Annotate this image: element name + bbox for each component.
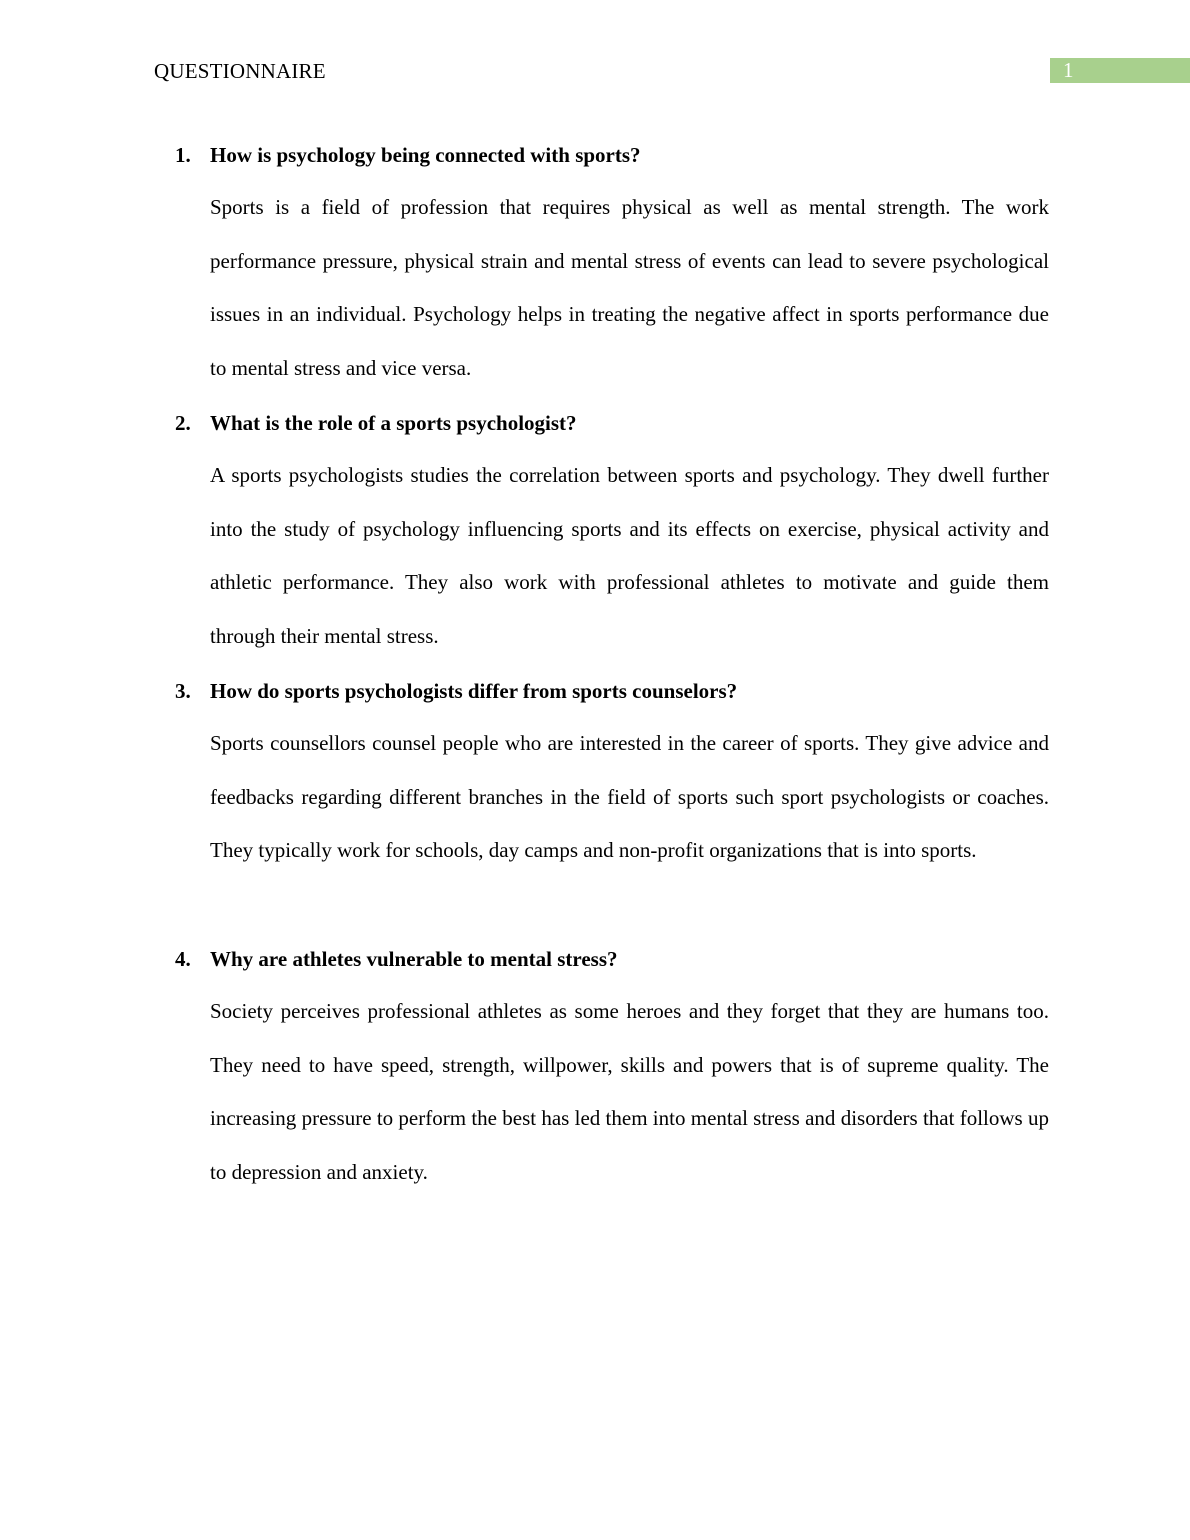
answer-paragraph: A sports psychologists studies the correlation between sports and psychology. They dwell further into the study of psychology influencing sports and its effects on exercise, physical activity and athletic performance. They also work with professional athletes to motivate and guide them through their mental stress. — [210, 463, 1049, 649]
page-number: 1 — [1063, 58, 1074, 82]
question-heading: How is psychology being connected with sports? — [210, 143, 641, 167]
question-heading: Why are athletes vulnerable to mental stress? — [210, 947, 618, 971]
question-number: 1. — [175, 143, 191, 167]
answer-paragraph: Society perceives professional athletes as some heroes and they forget that they are humans too. They need to have speed, strength, willpower, skills and powers that is of supreme quality. The increasing pressure to perform the best has led them into mental stress and disorders that follows up to depression and anxiety. — [210, 999, 1049, 1185]
answer-paragraph: Sports counsellors counsel people who are interested in the career of sports. They give advice and feedbacks regarding different branches in the field of sports such sport psychologists or coaches. They typically work for schools, day camps and non-profit organizations that is into sports. — [210, 731, 1049, 863]
header-title: QUESTIONNAIRE — [154, 59, 326, 83]
question-number: 4. — [175, 947, 191, 971]
question-number: 3. — [175, 679, 191, 703]
question-heading: What is the role of a sports psychologist? — [210, 411, 577, 435]
question-heading: How do sports psychologists differ from sports counselors? — [210, 679, 738, 703]
question-number: 2. — [175, 411, 191, 435]
page-number-badge — [1050, 58, 1190, 83]
answer-paragraph: Sports is a field of profession that requires physical as well as mental strength. The work performance pressure, physical strain and mental stress of events can lead to severe psychological issues in an individual. Psychology helps in treating the negative affect in sports performance due to mental stress and vice versa. — [210, 195, 1049, 381]
